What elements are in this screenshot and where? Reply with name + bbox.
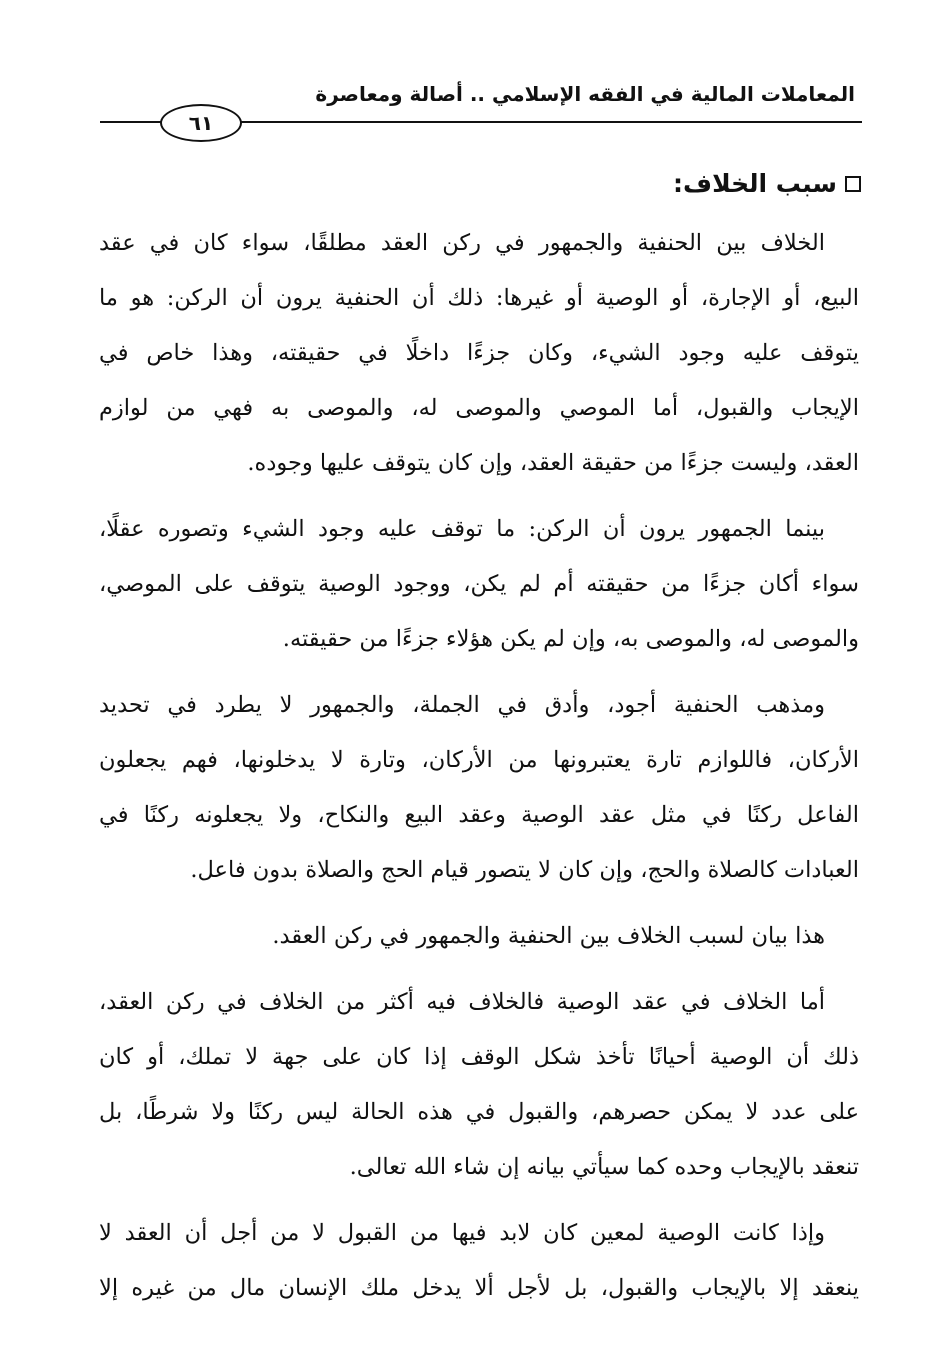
- body-text: [99, 216, 859, 1327]
- text-line: والموصى له، والموصى به، وإن لم يكن هؤلاء جزءًا من حقيقته.: [282, 626, 859, 652]
- text-line: الفاعل ركنًا في مثل عقد الوصية وعقد البيع والنكاح، ولا يجعلونه ركنًا في: [99, 802, 859, 828]
- text-line: يتوقف عليه وجود الشيء، وكان جزءًا داخلًا في حقيقته، وهذا خاص في: [99, 340, 859, 366]
- paragraph: [99, 909, 859, 964]
- text-line: العقد، وليست جزءًا من حقيقة العقد، وإن كان يتوقف عليها وجوده.: [247, 450, 859, 476]
- paragraph: [99, 216, 859, 491]
- paragraph: [99, 975, 859, 1195]
- paragraph: [99, 502, 859, 667]
- text-line: الإيجاب والقبول، أما الموصي والموصى له، والموصى به فهي من لوازم: [99, 395, 859, 421]
- page-number: ٦١: [160, 104, 242, 142]
- text-line: وإذا كانت الوصية لمعين كان لابد فيها من القبول لا من أجل أن العقد لا: [99, 1220, 825, 1246]
- section-title: سبب الخلاف:: [673, 169, 837, 198]
- text-line: سواء أكان جزءًا من حقيقته أم لم يكن، ووجود الوصية يتوقف على الموصي،: [99, 571, 859, 597]
- paragraph: [99, 678, 859, 898]
- text-line: على عدد لا يمكن حصرهم، والقبول في هذه الحالة ليس ركنًا ولا شرطًا، بل: [99, 1099, 859, 1125]
- text-line: ومذهب الحنفية أجود، وأدق في الجملة، والجمهور لا يطرد في تحديد: [99, 692, 825, 718]
- text-line: ينعقد إلا بالإيجاب والقبول، بل لأجل ألا يدخل ملك الإنسان مال من غيره إلا: [99, 1275, 859, 1301]
- section-heading: [673, 166, 861, 202]
- text-line: الخلاف بين الحنفية والجمهور في ركن العقد مطلقًا، سواء كان في عقد: [99, 230, 825, 256]
- checkbox-square-icon: [845, 176, 861, 192]
- text-line: ذلك أن الوصية أحيانًا تأخذ شكل الوقف إذا كان على جهة لا تملك، أو كان: [99, 1044, 859, 1070]
- paragraph: [99, 1206, 859, 1316]
- text-line: الأركان، فاللوازم تارة يعتبرونها من الأركان، وتارة لا يدخلونها، فهم يجعلون: [99, 747, 859, 773]
- text-line: أما الخلاف في عقد الوصية فالخلاف فيه أكثر من الخلاف في ركن العقد،: [99, 989, 825, 1015]
- text-line: البيع، أو الإجارة، أو الوصية أو غيرها: ذلك أن الحنفية يرون أن الركن: هو ما: [99, 285, 859, 311]
- text-line: هذا بيان لسبب الخلاف بين الحنفية والجمهور في ركن العقد.: [272, 923, 825, 949]
- running-header-title: المعاملات المالية في الفقه الإسلامي .. أصالة ومعاصرة: [315, 82, 855, 106]
- text-line: تنعقد بالإيجاب وحده كما سيأتي بيانه إن شاء الله تعالى.: [349, 1154, 859, 1180]
- text-line: بينما الجمهور يرون أن الركن: ما توقف عليه وجود الشيء وتصوره عقلًا،: [99, 516, 825, 542]
- text-line: العبادات كالصلاة والحج، وإن كان لا يتصور قيام الحج والصلاة بدون فاعل.: [190, 857, 859, 883]
